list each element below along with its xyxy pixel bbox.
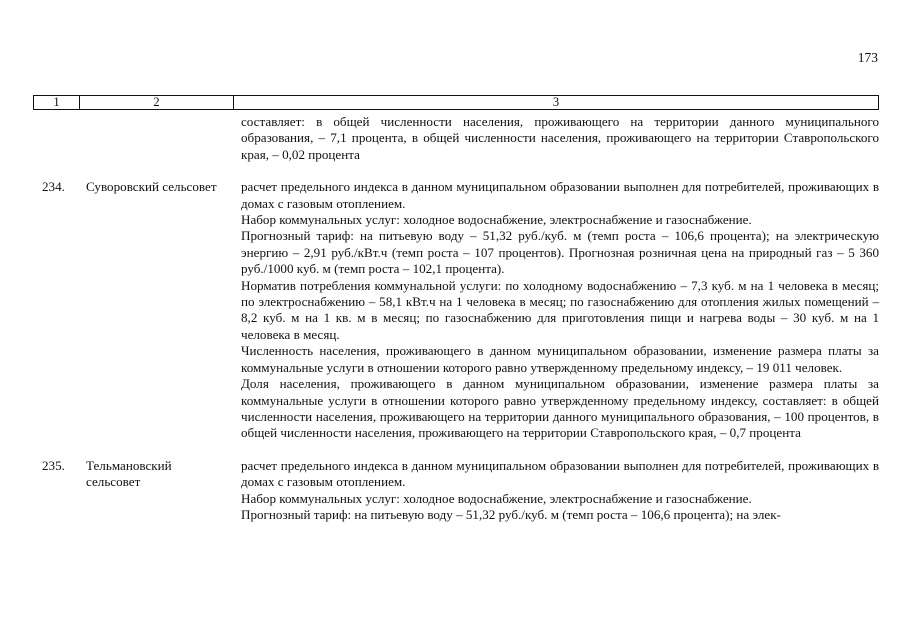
entry-number: 234. [42,179,65,195]
paragraph: Численность населения, проживающего в данном муниципальном образовании, изменение размера платы за коммунальные услуги в отношении которого равно утвержденному предельному индексу, – 19 011 человек. [241,343,879,375]
paragraph: расчет предельного индекса в данном муниципальном образовании выполнен для потребителей, проживающих в домах с газовым отоплением. [241,179,879,211]
table-body [33,114,879,523]
column-header-1: 1 [34,96,80,109]
paragraph: Прогнозный тариф: на питьевую воду – 51,32 руб./куб. м (темп роста – 106,6 процента); на электрическую энергию – 2,91 руб./кВт.ч (темп роста – 107 процентов). Прогнозная розничная цена на природный газ – 5 360 руб./1000 куб. м (темп роста – 102,1 процента). [241,228,879,277]
table-header-row [33,95,879,110]
entry-text [233,114,879,163]
entry-text [233,458,879,524]
column-header-3: 3 [552,95,560,109]
entry-text [233,179,879,442]
table-row [33,458,879,524]
table-row-continuation [33,114,879,163]
page-number: 173 [857,50,878,65]
paragraph: Норматив потребления коммунальной услуги: по холодному водоснабжению – 7,3 куб. м на 1 человека в месяц; по электроснабжению – 58,1 кВт.ч на 1 человека в месяц; по газоснабжению для отопления жилых помещений – 8,2 куб. м на 1 кв. м в месяц; по газоснабжению для приготовления пищи и нагрева воды – 30 куб. м на 1 человека в месяц. [241,277,879,342]
column-header-2: 2 [80,96,234,109]
paragraph: Набор коммунальных услуг: холодное водоснабжение, электроснабжение и газоснабжение. [241,212,752,228]
paragraph: расчет предельного индекса в данном муниципальном образовании выполнен для потребителей, проживающих в домах с газовым отоплением. [241,457,879,490]
municipality-name: Тельмановский сельсовет [86,457,172,490]
paragraph: Прогнозный тариф: на питьевую воду – 51,32 руб./куб. м (темп роста – 106,6 процента); на элек- [241,506,781,522]
table-row [33,179,879,442]
paragraph: Набор коммунальных услуг: холодное водоснабжение, электроснабжение и газоснабжение. [241,490,752,506]
paragraph: Доля населения, проживающего в данном муниципальном образовании, изменение размера платы за коммунальные услуги в отношении которого равно утвержденному предельному индексу, составляет: в общей численности населения, проживающего на территории данного муниципального образования, – 100 процентов, в общей численности населения, проживающего на территории Ставропольского края, – 0,7 процента [241,376,879,441]
entry-number: 235. [42,457,65,473]
paragraph: составляет: в общей численности населения, проживающего на территории данного муниципального образования, – 7,1 процента, в общей численности населения, проживающего на территории Ставропольского края, – 0,02 процента [241,114,879,162]
municipality-name: Суворовский сельсовет [86,179,217,195]
